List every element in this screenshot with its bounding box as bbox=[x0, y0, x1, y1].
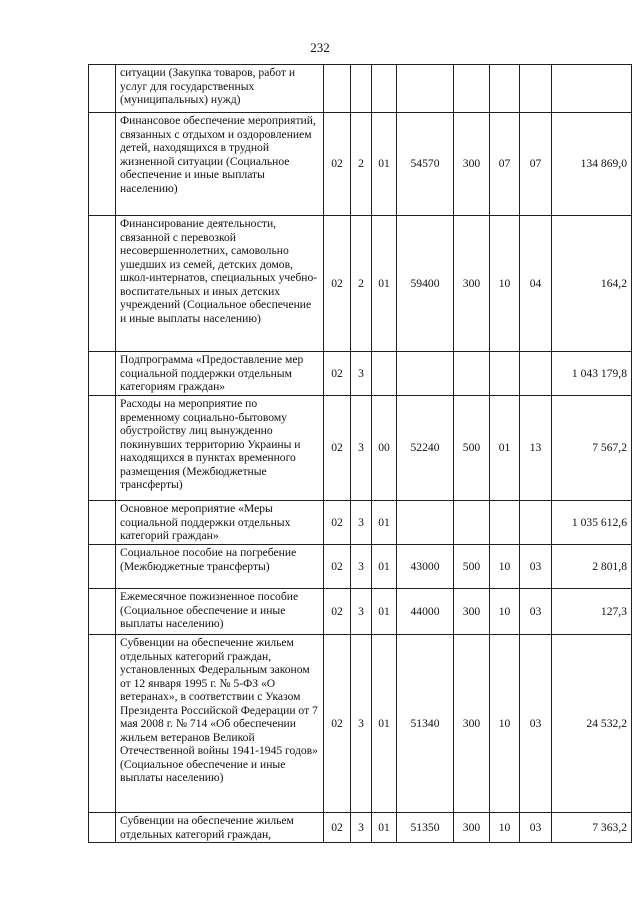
row-description: Социальное пособие на погребение (Межбюджетные трансферты) bbox=[116, 545, 324, 589]
table-row bbox=[89, 589, 632, 635]
code-cell: 02 bbox=[324, 635, 351, 813]
code-cell: 01 bbox=[372, 501, 397, 545]
code-cell bbox=[324, 65, 351, 113]
code-cell: 01 bbox=[372, 545, 397, 589]
code-cell: 44000 bbox=[397, 589, 454, 635]
amount-cell: 1 043 179,8 bbox=[552, 352, 632, 396]
code-cell: 3 bbox=[351, 813, 372, 843]
code-cell: 03 bbox=[520, 635, 552, 813]
code-cell: 3 bbox=[351, 635, 372, 813]
code-cell: 01 bbox=[490, 396, 520, 501]
code-cell: 01 bbox=[372, 813, 397, 843]
code-cell: 10 bbox=[490, 216, 520, 352]
code-cell bbox=[490, 65, 520, 113]
row-description: Субвенции на обеспечение жильем отдельных категорий граждан, установленных Федеральным законом от 12 января 1995 г. № 5-ФЗ «О ветеранах», в соответствии с Указом Президента Российской Федерации от 7 мая 2008 г. № 714 «Об обеспечении жильем ветеранов Великой Отечественной войны 1941-1945 годов» (Социальное обеспечение и иные выплаты населению) bbox=[116, 635, 324, 813]
blank-cell bbox=[89, 396, 116, 501]
code-cell bbox=[490, 352, 520, 396]
code-cell: 300 bbox=[454, 216, 490, 352]
code-cell bbox=[454, 352, 490, 396]
code-cell bbox=[372, 65, 397, 113]
code-cell bbox=[397, 65, 454, 113]
row-description: Ежемесячное пожизненное пособие (Социальное обеспечение и иные выплаты населению) bbox=[116, 589, 324, 635]
code-cell: 07 bbox=[520, 113, 552, 216]
blank-cell bbox=[89, 113, 116, 216]
table-row bbox=[89, 545, 632, 589]
amount-cell: 2 801,8 bbox=[552, 545, 632, 589]
code-cell: 2 bbox=[351, 113, 372, 216]
code-cell bbox=[520, 352, 552, 396]
budget-table bbox=[88, 64, 632, 843]
table-row bbox=[89, 113, 632, 216]
code-cell: 03 bbox=[520, 589, 552, 635]
row-description: Финансирование деятельности, связанной с перевозкой несовершеннолетних, самовольно ушедших из семей, детских домов, школ-интернатов, специальных учебно-воспитательных и иных детских учреждений (Социальное обеспечение и иные выплаты населению) bbox=[116, 216, 324, 352]
row-description: Основное мероприятие «Меры социальной поддержки отдельных категорий граждан» bbox=[116, 501, 324, 545]
table-row bbox=[89, 216, 632, 352]
code-cell: 2 bbox=[351, 216, 372, 352]
code-cell: 02 bbox=[324, 813, 351, 843]
code-cell: 300 bbox=[454, 635, 490, 813]
blank-cell bbox=[89, 501, 116, 545]
code-cell bbox=[490, 501, 520, 545]
table-row bbox=[89, 352, 632, 396]
code-cell: 54570 bbox=[397, 113, 454, 216]
code-cell: 01 bbox=[372, 589, 397, 635]
code-cell: 51350 bbox=[397, 813, 454, 843]
table-row bbox=[89, 501, 632, 545]
code-cell bbox=[454, 501, 490, 545]
code-cell: 10 bbox=[490, 813, 520, 843]
table-row bbox=[89, 635, 632, 813]
code-cell: 03 bbox=[520, 813, 552, 843]
amount-cell: 24 532,2 bbox=[552, 635, 632, 813]
code-cell: 02 bbox=[324, 545, 351, 589]
code-cell: 10 bbox=[490, 545, 520, 589]
code-cell: 10 bbox=[490, 635, 520, 813]
code-cell: 500 bbox=[454, 545, 490, 589]
code-cell: 02 bbox=[324, 501, 351, 545]
code-cell: 02 bbox=[324, 589, 351, 635]
blank-cell bbox=[89, 216, 116, 352]
row-description: Финансовое обеспечение мероприятий, связанных с отдыхом и оздоровлением детей, находящихся в трудной жизненной ситуации (Социальное обеспечение и иные выплаты населению) bbox=[116, 113, 324, 216]
amount-cell: 1 035 612,6 bbox=[552, 501, 632, 545]
code-cell bbox=[397, 352, 454, 396]
code-cell: 00 bbox=[372, 396, 397, 501]
code-cell: 03 bbox=[520, 545, 552, 589]
code-cell: 13 bbox=[520, 396, 552, 501]
blank-cell bbox=[89, 589, 116, 635]
code-cell bbox=[372, 352, 397, 396]
code-cell: 3 bbox=[351, 501, 372, 545]
amount-cell: 7 567,2 bbox=[552, 396, 632, 501]
code-cell: 02 bbox=[324, 396, 351, 501]
code-cell: 51340 bbox=[397, 635, 454, 813]
code-cell: 59400 bbox=[397, 216, 454, 352]
code-cell: 300 bbox=[454, 813, 490, 843]
code-cell: 01 bbox=[372, 635, 397, 813]
code-cell: 04 bbox=[520, 216, 552, 352]
code-cell: 01 bbox=[372, 216, 397, 352]
amount-cell: 7 363,2 bbox=[552, 813, 632, 843]
code-cell: 10 bbox=[490, 589, 520, 635]
row-description: Расходы на мероприятие по временному социально-бытовому обустройству лиц вынужденно покинувших территорию Украины и находящихся в пунктах временного размещения (Межбюджетные трансферты) bbox=[116, 396, 324, 501]
code-cell: 3 bbox=[351, 589, 372, 635]
code-cell: 43000 bbox=[397, 545, 454, 589]
table-row bbox=[89, 396, 632, 501]
code-cell bbox=[520, 65, 552, 113]
code-cell: 01 bbox=[372, 113, 397, 216]
code-cell: 07 bbox=[490, 113, 520, 216]
code-cell: 3 bbox=[351, 396, 372, 501]
code-cell: 500 bbox=[454, 396, 490, 501]
code-cell: 300 bbox=[454, 589, 490, 635]
amount-cell: 127,3 bbox=[552, 589, 632, 635]
amount-cell: 164,2 bbox=[552, 216, 632, 352]
blank-cell bbox=[89, 635, 116, 813]
table-row bbox=[89, 65, 632, 113]
code-cell: 02 bbox=[324, 352, 351, 396]
blank-cell bbox=[89, 545, 116, 589]
row-description: ситуации (Закупка товаров, работ и услуг для государственных (муниципальных) нужд) bbox=[116, 65, 324, 113]
row-description: Подпрограмма «Предоставление мер социальной поддержки отдельным категориям граждан» bbox=[116, 352, 324, 396]
blank-cell bbox=[89, 352, 116, 396]
code-cell: 52240 bbox=[397, 396, 454, 501]
code-cell: 3 bbox=[351, 352, 372, 396]
table-row bbox=[89, 813, 632, 843]
code-cell: 02 bbox=[324, 113, 351, 216]
code-cell: 3 bbox=[351, 545, 372, 589]
amount-cell bbox=[552, 65, 632, 113]
amount-cell: 134 869,0 bbox=[552, 113, 632, 216]
code-cell bbox=[351, 65, 372, 113]
code-cell: 02 bbox=[324, 216, 351, 352]
blank-cell bbox=[89, 65, 116, 113]
code-cell bbox=[397, 501, 454, 545]
code-cell: 300 bbox=[454, 113, 490, 216]
code-cell bbox=[520, 501, 552, 545]
blank-cell bbox=[89, 813, 116, 843]
code-cell bbox=[454, 65, 490, 113]
row-description: Субвенции на обеспечение жильем отдельных категорий граждан, bbox=[116, 813, 324, 843]
page-number: 232 bbox=[310, 40, 330, 55]
